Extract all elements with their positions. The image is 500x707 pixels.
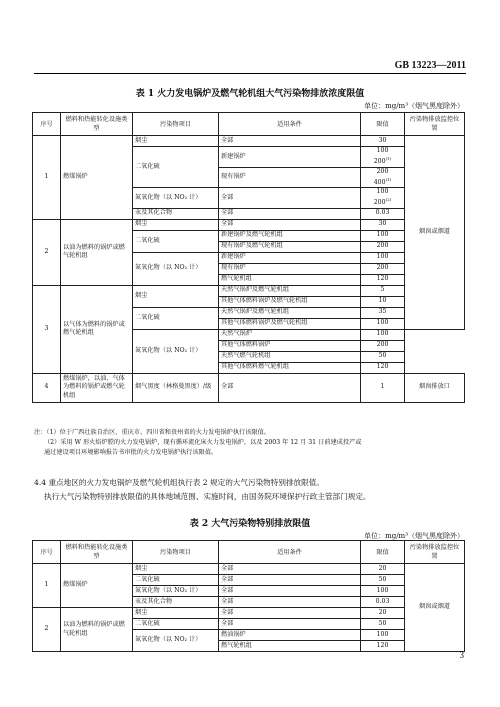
row-number: 3	[33, 285, 61, 373]
condition: 全部	[219, 586, 361, 597]
monitor-location: 烟囱排放口	[405, 373, 465, 402]
note-line: 注：（1）位于广西壮族自治区、重庆市、四川省和贵州省的火力发电锅炉执行该限值。	[34, 429, 270, 436]
header-cell: 污染物项目	[133, 113, 219, 136]
header-cell: 限值	[361, 113, 405, 136]
limit-value: 20	[361, 608, 405, 619]
facility-type: 燃煤锅炉	[61, 136, 133, 220]
condition: 天然气燃气轮机组	[219, 351, 361, 362]
condition: 现有锅炉及燃气轮机组	[219, 241, 361, 252]
table-row	[33, 285, 465, 296]
pollutant: 烟尘	[133, 285, 219, 307]
table1-notes	[34, 428, 464, 458]
pollutant: 烟尘	[133, 564, 219, 575]
condition: 全部	[219, 188, 361, 209]
header-cell: 序号	[33, 113, 61, 136]
pollutant: 二氧化硫	[133, 307, 219, 329]
condition: 其他气体燃料锅炉	[219, 340, 361, 351]
pollutant: 烟气黑度（林格曼黑度）/级	[133, 373, 219, 402]
condition: 全部	[219, 219, 361, 230]
table1-unit: 单位：mg/m³（烟气黑度除外）	[364, 102, 464, 110]
pollutant: 烟尘	[133, 136, 219, 147]
limit-value: 100	[361, 329, 405, 340]
pollutant: 汞及其化合物	[133, 597, 219, 608]
facility-type: 以油为燃料的锅炉或燃气轮机组	[61, 219, 133, 285]
page-number: 3	[459, 650, 464, 660]
pollutant: 汞及其化合物	[133, 208, 219, 219]
limit-value: 200	[361, 340, 405, 351]
header-cell: 污染物项目	[133, 541, 219, 564]
limit-value: 200 400$^{(1)}$	[361, 167, 405, 188]
limit-value: 10	[361, 296, 405, 307]
condition: 其他气体燃料锅炉及燃气轮机组	[219, 318, 361, 329]
condition: 天然气锅炉及燃气轮机组	[219, 307, 361, 318]
limit-value: 100 200$^{(2)}$	[361, 188, 405, 209]
condition: 天然气锅炉	[219, 329, 361, 340]
pollutant: 二氧化硫	[133, 575, 219, 586]
limit-value: 30	[361, 136, 405, 147]
monitor-location: 烟囱或烟道	[405, 564, 465, 652]
limit-value: 100	[361, 586, 405, 597]
header-cell: 燃料和热能转化设施类型	[61, 113, 133, 136]
header-cell: 限值	[361, 541, 405, 564]
condition: 天然气锅炉及燃气轮机组	[219, 285, 361, 296]
condition: 燃油锅炉	[219, 630, 361, 641]
pollutant: 氮氧化物（以 NO₂ 计）	[133, 586, 219, 597]
pollutant: 氮氧化物（以 NO₂ 计）	[133, 252, 219, 285]
facility-type: 以气体为燃料的锅炉或燃气轮机组	[61, 285, 133, 373]
limit-value: 35	[361, 307, 405, 318]
limit-value: 0.03	[361, 208, 405, 219]
limit-value: 100 200$^{(1)}$	[361, 147, 405, 168]
table2	[32, 540, 465, 652]
pollutant: 氮氧化物（以 NO₂ 计）	[133, 188, 219, 209]
condition: 新建锅炉及燃气轮机组	[219, 230, 361, 241]
header-cell: 适用条件	[219, 113, 361, 136]
header-cell: 适用条件	[219, 541, 361, 564]
condition: 新建锅炉	[219, 147, 361, 168]
condition: 全部	[219, 619, 361, 630]
table-row	[33, 564, 465, 575]
condition: 全部	[219, 575, 361, 586]
limit-value: 5	[361, 285, 405, 296]
table-row	[33, 608, 465, 619]
row-number: 2	[33, 219, 61, 285]
facility-type: 燃煤锅炉，以油、气体为燃料的锅炉或燃气轮机组	[61, 373, 133, 402]
pollutant: 烟尘	[133, 219, 219, 230]
limit-value: 100	[361, 318, 405, 329]
monitor-location: 烟囱或烟道	[405, 136, 465, 330]
header-cell: 燃料和热能转化设施类型	[61, 541, 133, 564]
pollutant: 氮氧化物（以 NO₂ 计）	[133, 630, 219, 652]
limit-value: 20	[361, 564, 405, 575]
limit-value: 1	[361, 373, 405, 402]
limit-value: 50	[361, 351, 405, 362]
table2-caption: 表 2 大气污染物特别排放限值	[189, 519, 311, 529]
standard-number: GB 13223—2011	[394, 60, 466, 71]
section-paragraph: 执行大气污染物特别排放限值的具体地域范围、实施时间，由国务院环境保护行政主管部门规定。	[44, 492, 371, 501]
section-4-4: 4.4 重点地区的火力发电锅炉及燃气轮机组执行表 2 规定的大气污染物特别排放限值。	[34, 478, 324, 487]
limit-value: 100	[361, 230, 405, 241]
table1-caption: 表 1 火力发电锅炉及燃气轮机组大气污染物排放浓度限值	[135, 89, 365, 99]
facility-type: 以油为燃料的锅炉或燃气轮机组	[61, 608, 133, 652]
limit-value: 120	[361, 274, 405, 285]
limit-value: 120	[361, 362, 405, 373]
note-line: 通过建设项目环境影响报告书审批的火力发电锅炉执行该限值。	[44, 449, 218, 456]
pollutant: 氮氧化物（以 NO₂ 计）	[133, 329, 219, 373]
table-row	[33, 136, 465, 147]
limit-value: 100	[361, 252, 405, 263]
limit-value: 100	[361, 630, 405, 641]
condition: 全部	[219, 373, 361, 402]
limit-value: 50	[361, 575, 405, 586]
table-row	[33, 373, 465, 402]
condition: 燃气轮机组	[219, 274, 361, 285]
pollutant: 二氧化硫	[133, 230, 219, 252]
condition: 其他气体燃料锅炉及燃气轮机组	[219, 296, 361, 307]
pollutant: 二氧化硫	[133, 147, 219, 188]
limit-value: 30	[361, 219, 405, 230]
table-row	[33, 219, 465, 230]
note-line: （2）采用 W 形火焰炉膛的火力发电锅炉，现有循环流化床火力发电锅炉，以及 2003 年 12 月 31 日前建成投产或	[44, 439, 362, 446]
condition: 现有锅炉	[219, 263, 361, 274]
condition: 全部	[219, 564, 361, 575]
limit-value: 120	[361, 641, 405, 652]
condition: 全部	[219, 597, 361, 608]
limit-value: 50	[361, 619, 405, 630]
limit-value: 200	[361, 241, 405, 252]
condition: 全部	[219, 208, 361, 219]
condition: 新建锅炉	[219, 252, 361, 263]
row-number: 1	[33, 136, 61, 220]
condition: 全部	[219, 608, 361, 619]
header-cell: 序号	[33, 541, 61, 564]
row-number: 4	[33, 373, 61, 402]
header-cell: 污染物排放监控位置	[405, 113, 465, 136]
header-rule	[34, 73, 466, 74]
table-header-row	[33, 541, 465, 564]
limit-value: 0.03	[361, 597, 405, 608]
facility-type: 燃煤锅炉	[61, 564, 133, 608]
condition: 其他气体燃料燃气轮机组	[219, 362, 361, 373]
pollutant: 二氧化硫	[133, 619, 219, 630]
table2-unit: 单位：mg/m³（烟气黑度除外）	[364, 532, 464, 540]
row-number: 2	[33, 608, 61, 652]
condition: 燃气轮机组	[219, 641, 361, 652]
condition: 全部	[219, 136, 361, 147]
header-cell: 污染物排放监控位置	[405, 541, 465, 564]
condition: 现有锅炉	[219, 167, 361, 188]
pollutant: 烟尘	[133, 608, 219, 619]
limit-value: 200	[361, 263, 405, 274]
table-header-row	[33, 113, 465, 136]
row-number: 1	[33, 564, 61, 608]
table1	[32, 112, 465, 403]
